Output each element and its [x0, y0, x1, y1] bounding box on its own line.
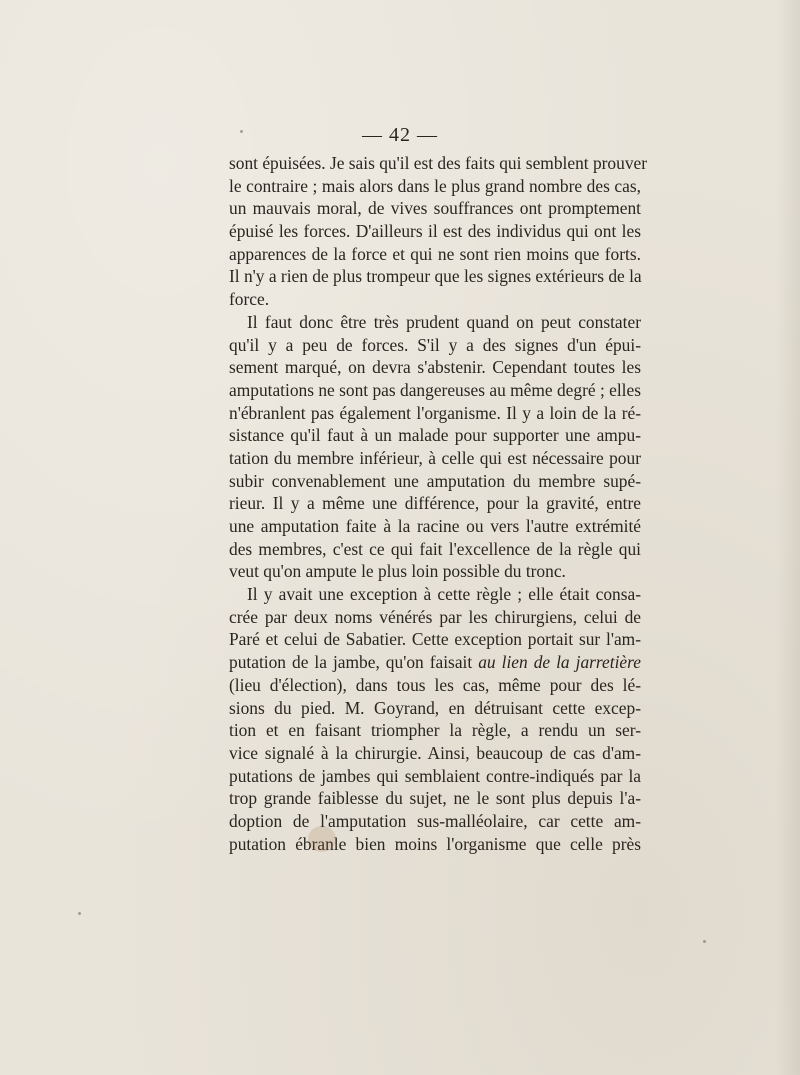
text-line: sement marqué, on devra s'abstenir. Cependant toutes les — [229, 357, 641, 378]
text-line: le contraire ; mais alors dans le plus grand nombre des cas, — [229, 175, 641, 196]
paper-speck — [78, 912, 81, 915]
text-line: Il n'y a rien de plus trompeur que les signes extérieurs de la — [229, 266, 642, 287]
text-line: tion et en faisant triompher la règle, a rendu un ser- — [229, 720, 641, 741]
text-line: subir convenablement une amputation du membre supé- — [229, 470, 641, 491]
italic-phrase: au lien de la jarretière — [478, 652, 641, 673]
page-number: — 42 — — [362, 124, 438, 146]
body-text — [229, 152, 648, 855]
text-line: crée par deux noms vénérés par les chirurgiens, celui de — [229, 606, 641, 627]
text-line: Il faut donc être très prudent quand on peut constater — [247, 311, 641, 332]
text-line: des membres, c'est ce qui fait l'excellence de la règle qui — [229, 538, 641, 559]
text-line: sions du pied. M. Goyrand, en détruisant cette excep- — [229, 697, 641, 718]
text-line: Il y avait une exception à cette règle ; elle était consa- — [247, 584, 641, 605]
text-line: sistance qu'il faut à un malade pour supporter une ampu- — [229, 425, 641, 446]
text-line: trop grande faiblesse du sujet, ne le sont plus depuis l'a- — [229, 788, 641, 809]
text-line-roman: putation de la jambe, qu'on faisait — [229, 652, 479, 673]
text-line: sont épuisées. Je sais qu'il est des faits qui semblent prouver — [229, 153, 648, 173]
text-line: apparences de la force et qui ne sont rien moins que forts. — [229, 243, 641, 264]
paper-speck — [703, 940, 706, 943]
text-line: doption de l'amputation sus-malléolaire, car cette am- — [229, 810, 641, 831]
paper-stain — [308, 826, 336, 852]
text-line: n'ébranlent pas également l'organisme. Il y a loin de la ré- — [229, 402, 641, 423]
text-line: putation ébranle bien moins l'organisme que celle près — [229, 833, 641, 854]
text-line: force. — [229, 289, 270, 310]
text-line: putations de jambes qui semblaient contre-indiqués par la — [229, 765, 641, 786]
text-line: tation du membre inférieur, à celle qui est nécessaire pour — [229, 447, 641, 468]
text-line: qu'il y a peu de forces. S'il y a des signes d'un épui- — [229, 334, 641, 355]
text-line: vice signalé à la chirurgie. Ainsi, beaucoup de cas d'am- — [229, 742, 641, 763]
text-line: un mauvais moral, de vives souffrances ont promptement — [229, 198, 641, 219]
text-line: rieur. Il y a même une différence, pour la gravité, entre — [229, 493, 641, 514]
text-line: (lieu d'élection), dans tous les cas, même pour des lé- — [229, 674, 641, 695]
text-line: Paré et celui de Sabatier. Cette exception portait sur l'am- — [229, 629, 641, 650]
paper-speck — [240, 130, 243, 133]
text-line — [229, 651, 641, 674]
text-line: épuisé les forces. D'ailleurs il est des individus qui ont les — [229, 221, 641, 242]
text-line: amputations ne sont pas dangereuses au même degré ; elles — [229, 379, 641, 400]
text-line: veut qu'on ampute le plus loin possible du tronc. — [229, 561, 566, 582]
text-line: une amputation faite à la racine ou vers l'autre extrémité — [229, 516, 641, 536]
